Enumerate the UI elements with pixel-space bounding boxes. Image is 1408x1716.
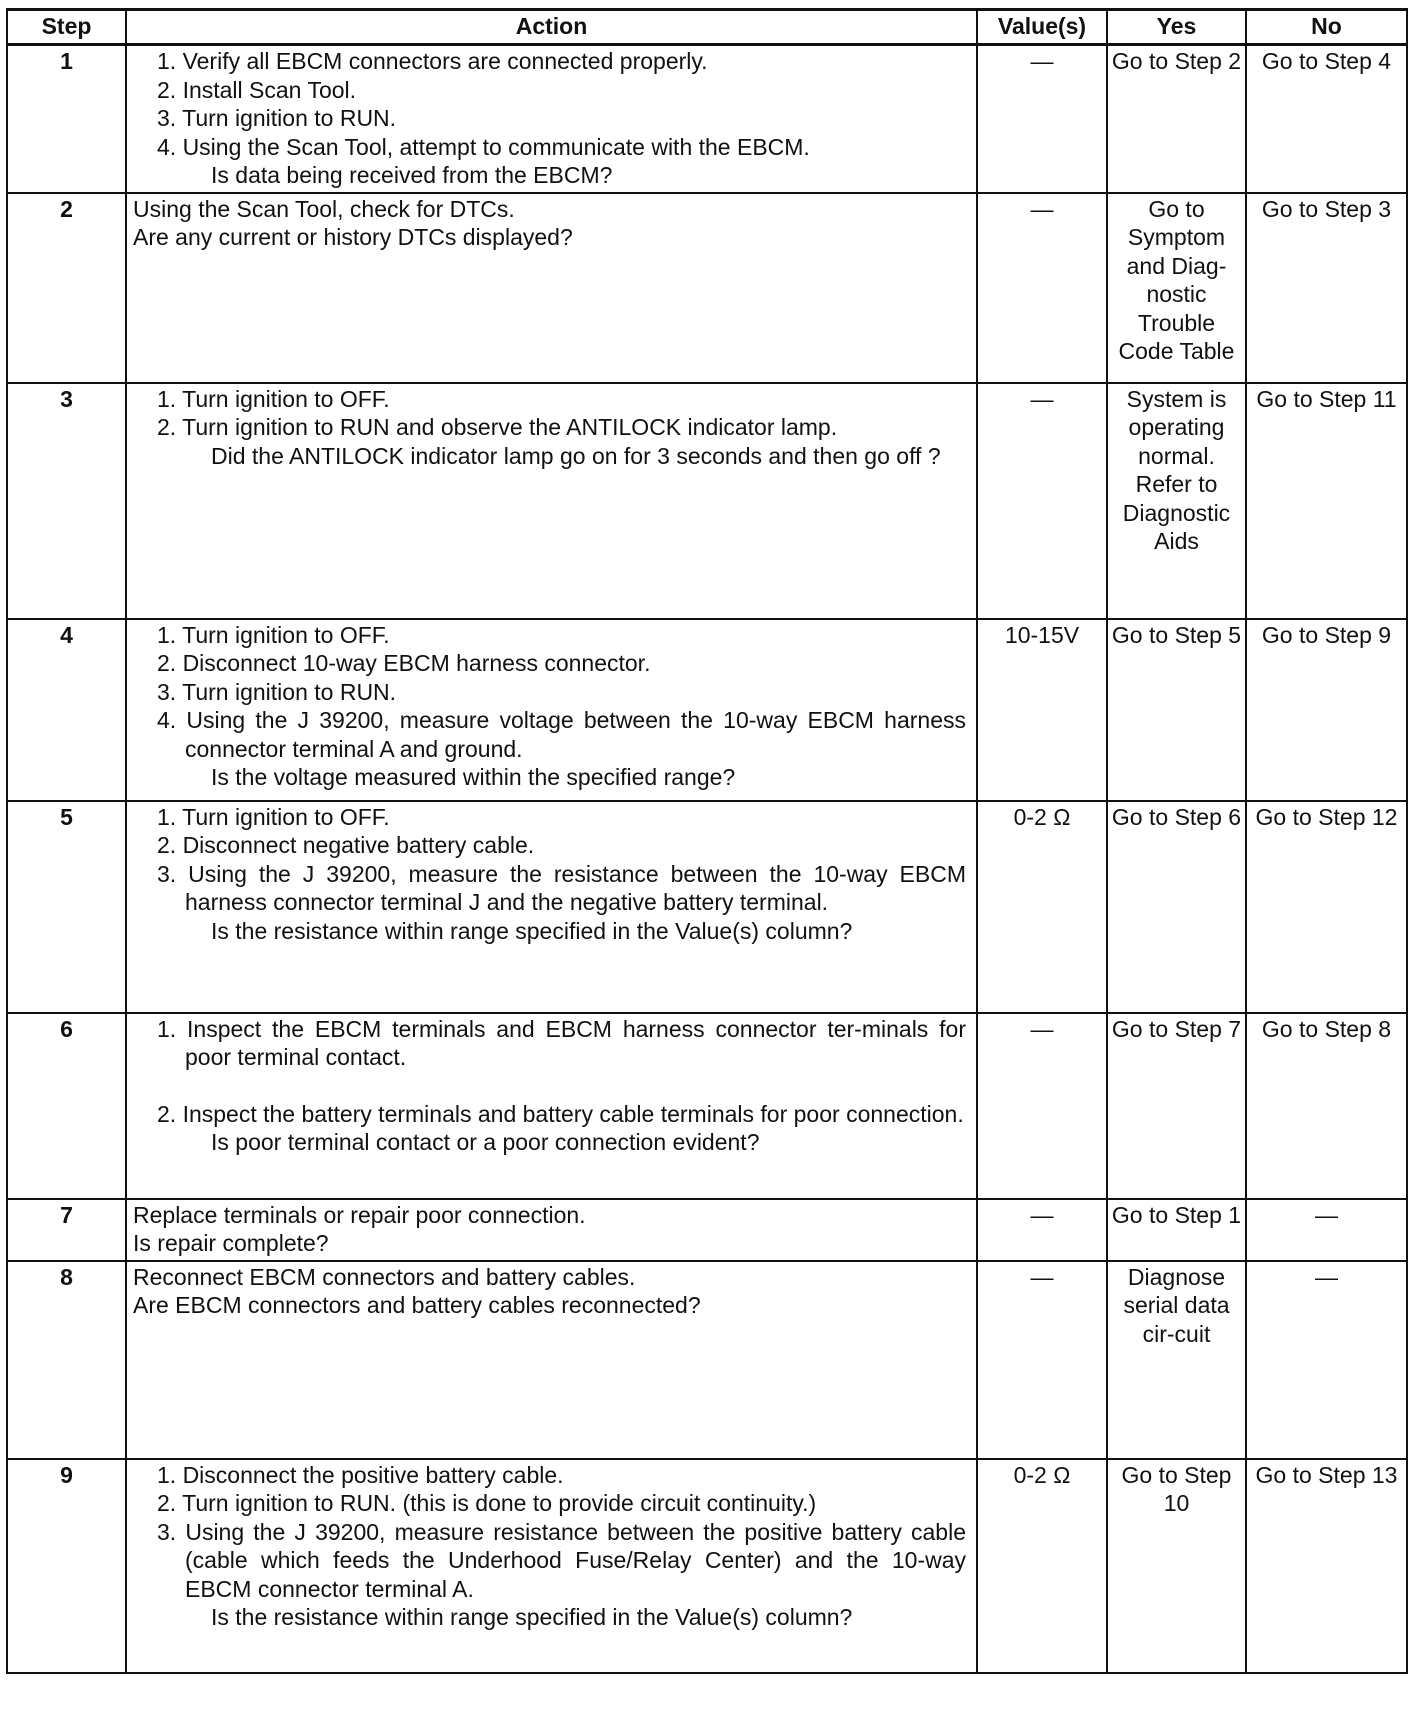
action-cell [126,1199,977,1261]
action-line: Reconnect EBCM connectors and battery cables. [133,1263,636,1290]
action-question: Is the resistance within range specified in the Value(s) column? [211,1604,853,1630]
step-number: 3 [7,383,126,619]
no-cell: Go to Step 4 [1246,45,1407,193]
yes-cell: Go to Step 1 [1107,1199,1246,1261]
step-number: 6 [7,1013,126,1199]
yes-cell: Go to Step 2 [1107,45,1246,193]
table-row [7,383,1407,619]
action-line: Are EBCM connectors and battery cables reconnected? [133,1292,701,1318]
yes-cell: Diagnose serial data cir-cuit [1107,1261,1246,1459]
diagnostic-table [6,8,1408,1674]
step-number: 5 [7,801,126,1013]
action-line: Is repair complete? [133,1230,329,1256]
action-line: 2. Turn ignition to RUN and observe the ANTILOCK indicator lamp. [157,414,838,440]
yes-cell: Go to Step 7 [1107,1013,1246,1199]
table-row [7,1013,1407,1199]
action-line: 2. Inspect the battery terminals and battery cable terminals for poor connection. [157,1100,964,1127]
header-step: Step [7,10,126,45]
action-question: Did the ANTILOCK indicator lamp go on for 3 seconds and then go off ? [211,442,941,469]
action-cell [126,619,977,801]
yes-cell: Go to Step 10 [1107,1459,1246,1673]
step-number: 1 [7,45,126,193]
action-line: 2. Disconnect negative battery cable. [157,832,535,858]
step-number: 7 [7,1199,126,1261]
action-line: 1. Disconnect the positive battery cable. [157,1461,564,1488]
table-row [7,1459,1407,1673]
action-line: 1. Inspect the EBCM terminals and EBCM harness connector ter-minals for poor terminal contact. [157,1015,966,1070]
value-cell: — [977,1199,1107,1261]
value-cell: — [977,193,1107,383]
table-row [7,1261,1407,1459]
header-action: Action [126,10,977,45]
table-row [7,619,1407,801]
table-row [7,801,1407,1013]
value-cell: — [977,1261,1107,1459]
yes-cell: System is operating normal. Refer to Diagnostic Aids [1107,383,1246,619]
header-no: No [1246,10,1407,45]
action-line: Using the Scan Tool, check for DTCs. [133,195,515,222]
no-cell: — [1246,1261,1407,1459]
action-line: 2. Disconnect 10-way EBCM harness connector. [157,650,651,676]
action-line: 3. Using the J 39200, measure the resistance between the 10-way EBCM harness connector terminal J and the negative battery terminal. [157,860,966,915]
action-cell [126,1459,977,1673]
action-line: 1. Turn ignition to OFF. [157,385,390,412]
action-line: 2. Turn ignition to RUN. (this is done to provide circuit continuity.) [157,1490,817,1516]
value-cell: — [977,1013,1107,1199]
header-values: Value(s) [977,10,1107,45]
value-cell: — [977,383,1107,619]
action-question: Is poor terminal contact or a poor connection evident? [211,1129,760,1155]
table-row [7,1199,1407,1261]
no-cell: Go to Step 12 [1246,801,1407,1013]
table-row [7,45,1407,193]
action-cell [126,193,977,383]
no-cell: — [1246,1199,1407,1261]
action-line: 3. Turn ignition to RUN. [157,105,397,131]
header-row [7,10,1407,45]
action-line: 2. Install Scan Tool. [157,76,357,103]
action-line: 3. Turn ignition to RUN. [157,678,397,705]
value-cell: 0-2 Ω [977,1459,1107,1673]
value-cell: — [977,45,1107,193]
action-cell [126,383,977,619]
action-question: Is the resistance within range specified in the Value(s) column? [211,917,853,944]
header-yes: Yes [1107,10,1246,45]
table-row [7,193,1407,383]
action-line: Replace terminals or repair poor connection. [133,1201,586,1228]
value-cell: 0-2 Ω [977,801,1107,1013]
yes-cell: Go to Step 5 [1107,619,1246,801]
action-line: 3. Using the J 39200, measure resistance between the positive battery cable (cable which feeds the Underhood Fuse/Relay Center) and the 10-way EBCM connector terminal A. [157,1518,966,1602]
action-line: 4. Using the Scan Tool, attempt to communicate with the EBCM. [157,133,810,160]
action-cell [126,801,977,1013]
value-cell: 10-15V [977,619,1107,801]
action-question: Is the voltage measured within the specified range? [211,764,736,790]
yes-cell: Go to Step 6 [1107,801,1246,1013]
no-cell: Go to Step 9 [1246,619,1407,801]
action-cell [126,1013,977,1199]
yes-cell: Go to Symptom and Diag-nostic Trouble Code Table [1107,193,1246,383]
action-line: Are any current or history DTCs displayed? [133,224,573,250]
no-cell: Go to Step 13 [1246,1459,1407,1673]
action-question: Is data being received from the EBCM? [211,162,613,188]
no-cell: Go to Step 11 [1246,383,1407,619]
step-number: 4 [7,619,126,801]
action-line: 1. Turn ignition to OFF. [157,621,390,648]
action-line: 4. Using the J 39200, measure voltage between the 10-way EBCM harness connector terminal A and ground. [157,707,966,762]
step-number: 9 [7,1459,126,1673]
no-cell: Go to Step 3 [1246,193,1407,383]
step-number: 8 [7,1261,126,1459]
action-line: 1. Verify all EBCM connectors are connected properly. [157,48,708,74]
action-line: 1. Turn ignition to OFF. [157,803,390,830]
action-cell [126,1261,977,1459]
no-cell: Go to Step 8 [1246,1013,1407,1199]
action-cell [126,45,977,193]
step-number: 2 [7,193,126,383]
